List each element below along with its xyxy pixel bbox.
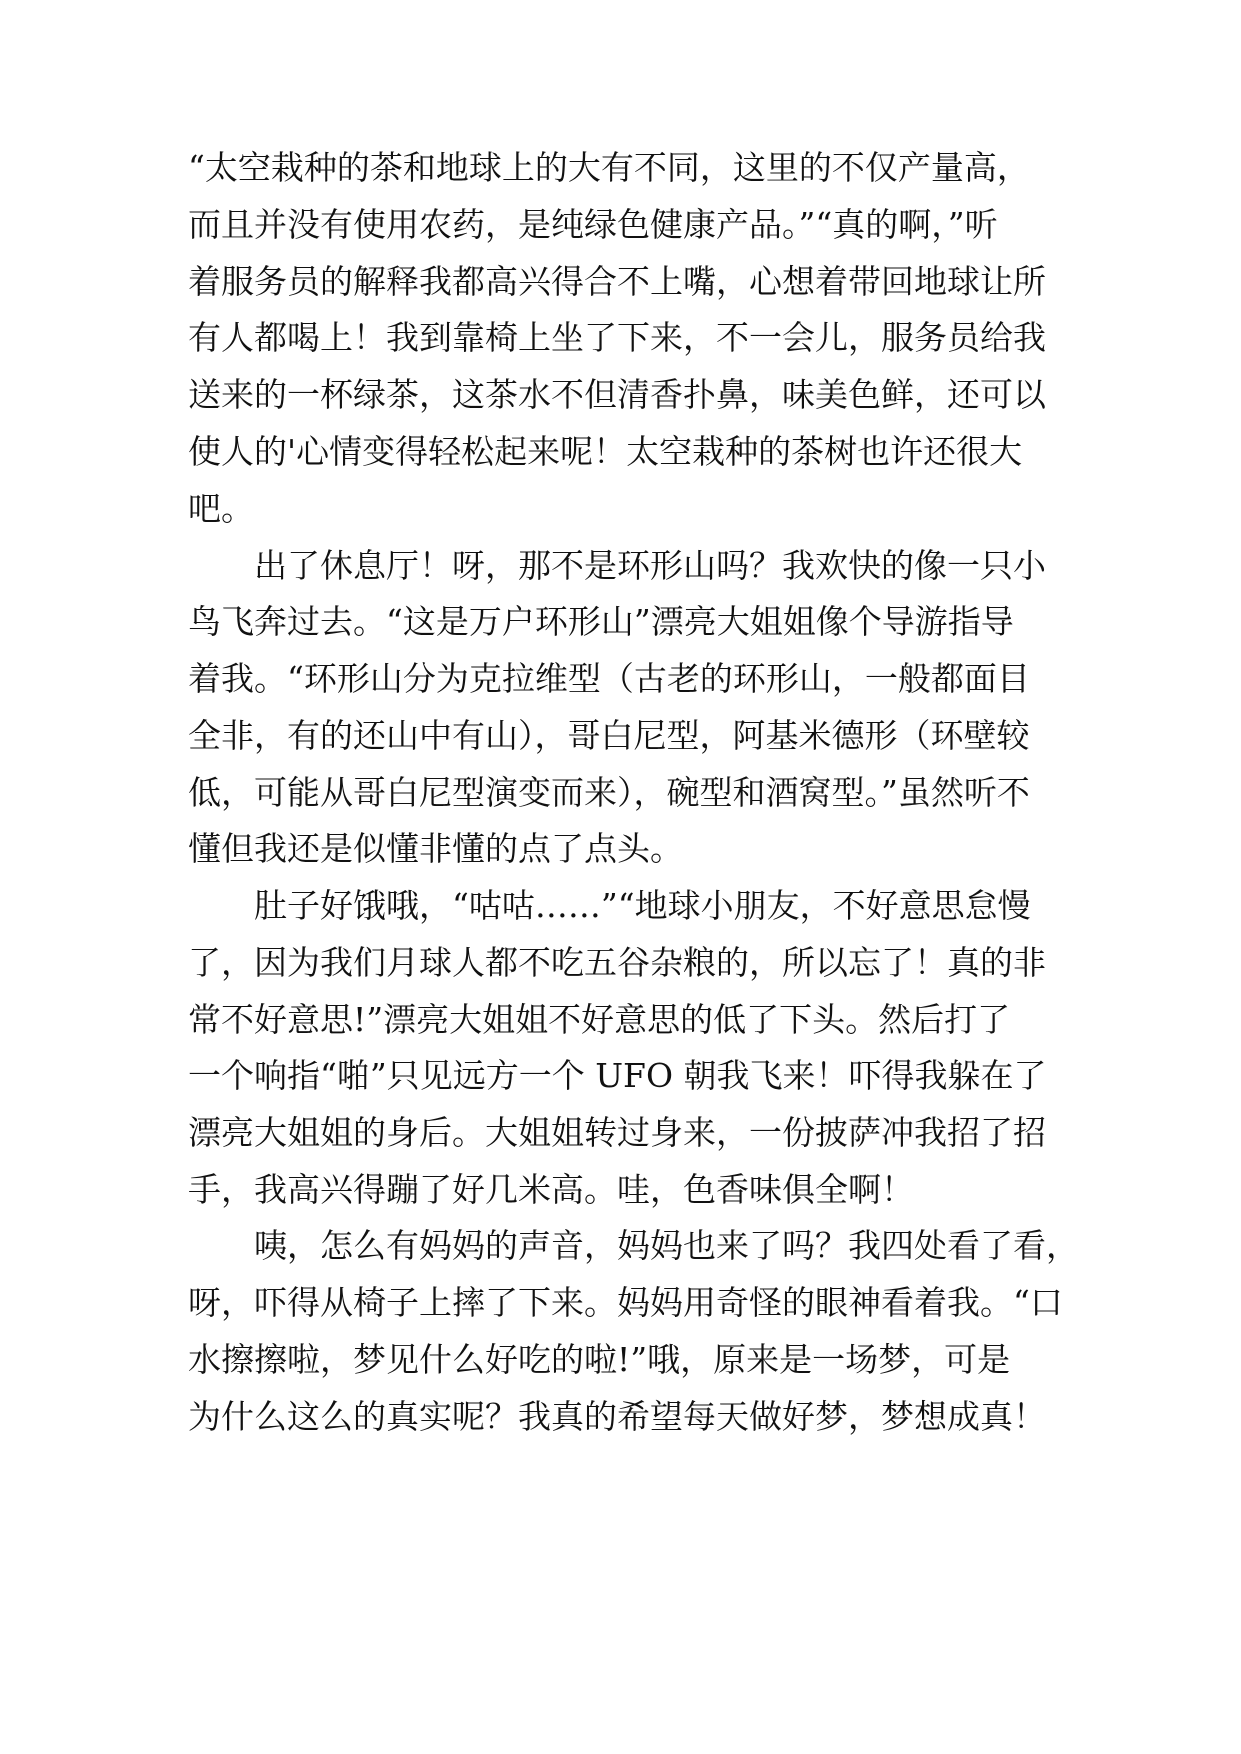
text-line: 一个响指“啪”只见远方一个 UFO 朝我飞来！吓得我躲在了 xyxy=(188,1056,1047,1095)
text-line: 鸟飞奔过去。“这是万户环形山”漂亮大姐姐像个导游指导 xyxy=(188,602,1014,641)
paragraph-first-line: 咦，怎么有妈妈的声音，妈妈也来了吗？我四处看了看， xyxy=(254,1226,1079,1265)
text-line: 了，因为我们月球人都不吃五谷杂粮的，所以忘了！真的非 xyxy=(188,943,1046,982)
text-line: 常不好意思!”漂亮大姐姐不好意思的低了下头。然后打了 xyxy=(188,1000,1011,1039)
text-line: 而且并没有使用农药，是纯绿色健康产品。”“真的啊，”听 xyxy=(188,205,998,244)
text-line: 漂亮大姐姐的身后。大姐姐转过身来，一份披萨冲我招了招 xyxy=(188,1113,1046,1152)
text-line: 吧。 xyxy=(188,489,254,528)
text-line: 着我。“环形山分为克拉维型（古老的环形山，一般都面目 xyxy=(188,659,1030,698)
paragraph-first-line: 肚子好饿哦，“咕咕……”“地球小朋友，不好意思怠慢 xyxy=(254,886,1031,925)
text-line: 懂但我还是似懂非懂的点了点头。 xyxy=(188,829,683,868)
text-line: 有人都喝上！我到靠椅上坐了下来，不一会儿，服务员给我 xyxy=(188,318,1046,357)
text-line: 使人的'心情变得轻松起来呢！太空栽种的茶树也许还很大 xyxy=(188,432,1023,471)
text-line: “太空栽种的茶和地球上的大有不同，这里的不仅产量高， xyxy=(188,148,1030,187)
text-line: 呀，吓得从椅子上摔了下来。妈妈用奇怪的眼神看着我。“口 xyxy=(188,1283,1063,1322)
text-line: 着服务员的解释我都高兴得合不上嘴，心想着带回地球让所 xyxy=(188,262,1046,301)
paragraph-first-line: 出了休息厅！呀，那不是环形山吗？我欢快的像一只小 xyxy=(254,546,1046,585)
text-line: 低，可能从哥白尼型演变而来），碗型和酒窝型。”虽然听不 xyxy=(188,773,1030,812)
text-line: 送来的一杯绿茶，这茶水不但清香扑鼻，味美色鲜，还可以 xyxy=(188,375,1046,414)
text-line: 水擦擦啦，梦见什么好吃的啦!”哦，原来是一场梦，可是 xyxy=(188,1340,1011,1379)
text-line: 手，我高兴得蹦了好几米高。哇，色香味俱全啊！ xyxy=(188,1170,914,1209)
text-line: 为什么这么的真实呢？我真的希望每天做好梦，梦想成真！ xyxy=(188,1397,1046,1436)
text-line: 全非，有的还山中有山），哥白尼型，阿基米德形（环壁较 xyxy=(188,716,1030,755)
